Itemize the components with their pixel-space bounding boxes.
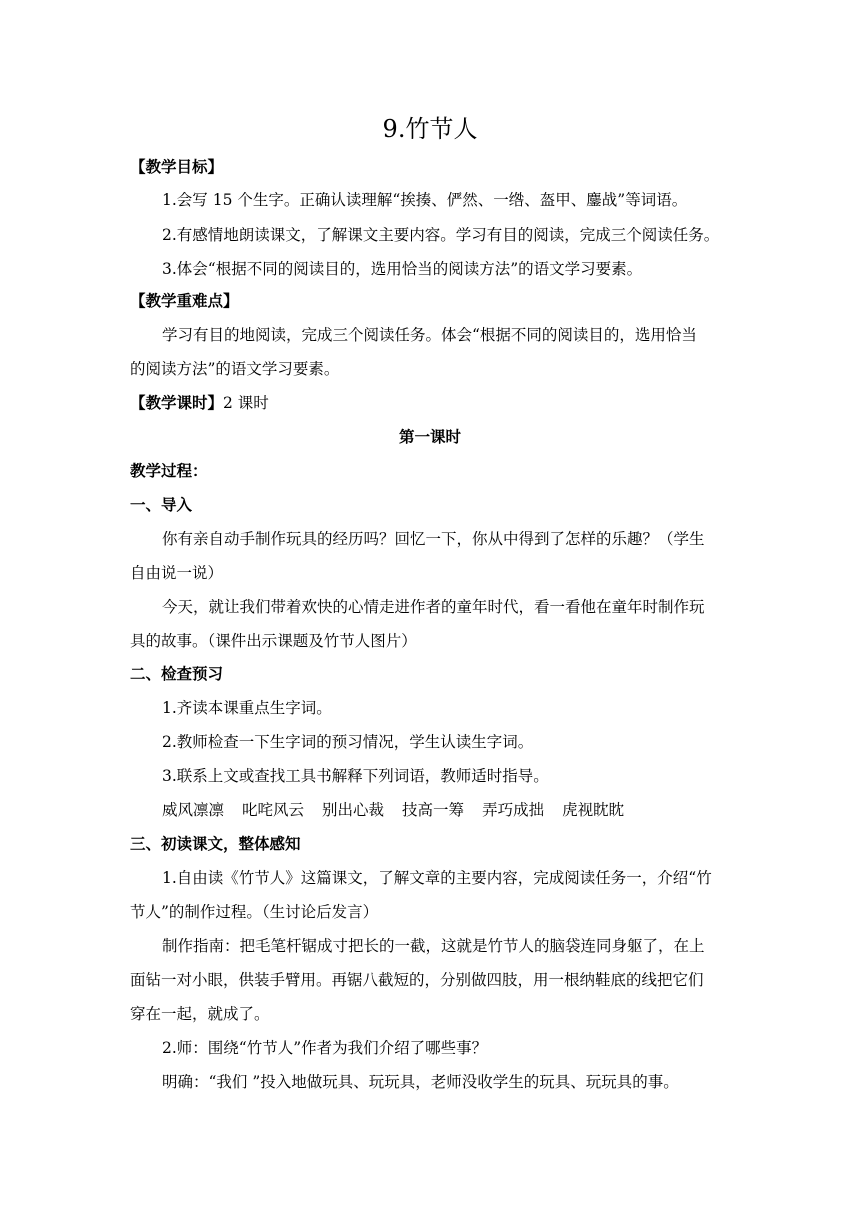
goal-item-1: 1.会写 15 个生字。正确认读理解“挨揍、俨然、一绺、盔甲、鏖战”等词语。: [162, 191, 688, 209]
goal-item-2: 2.有感情地朗读课文，了解课文主要内容。学习有目的阅读，完成三个阅读任务。: [162, 226, 720, 244]
key-points-line-2: 的阅读方法”的语文学习要素。: [130, 360, 340, 378]
reading-para-1-line-2: 节人”的制作过程。（生讨论后发言）: [130, 903, 379, 921]
goal-item-3: 3.体会“根据不同的阅读目的，选用恰当的阅读方法”的语文学习要素。: [162, 260, 643, 278]
vocab-word: 弄巧成拙: [482, 801, 545, 819]
key-points-heading: 【教学重难点】: [130, 292, 239, 310]
intro-para-1-line-2: 自由说一说）: [130, 564, 224, 582]
document-title: 9.竹节人: [382, 115, 478, 143]
preview-item-3: 3.联系上文或查找工具书解释下列词语，教师适时指导。: [162, 767, 549, 785]
vocab-word: 叱咤风云: [242, 801, 305, 819]
class-hours-value: 2 课时: [223, 394, 269, 412]
class-hours: [130, 392, 770, 414]
section-heading-intro: 一、导入: [130, 496, 193, 514]
reading-para-4: 明确：“我们 ”投入地做玩具、玩玩具，老师没收学生的玩具、玩玩具的事。: [162, 1073, 679, 1091]
preview-item-1: 1.齐读本课重点生字词。: [162, 699, 332, 717]
section-heading-preview: 二、检查预习: [130, 665, 224, 683]
class-hours-label: 【教学课时】: [130, 394, 224, 412]
vocab-word: 虎视眈眈: [562, 801, 625, 819]
vocab-word: 威风凛凛: [162, 801, 225, 819]
vocab-word: 别出心裁: [322, 801, 385, 819]
session-title: 第一课时: [398, 428, 461, 446]
preview-item-2: 2.教师检查一下生字词的预习情况，学生认读生字词。: [162, 733, 534, 751]
intro-para-1-line-1: 你有亲自动手制作玩具的经历吗？回忆一下，你从中得到了怎样的乐趣？（学生: [162, 530, 705, 548]
goals-heading: 【教学目标】: [130, 158, 224, 176]
vocab-word: 技高一筹: [402, 801, 465, 819]
intro-para-2-line-2: 具的故事。（课件出示课题及竹节人图片）: [130, 632, 417, 650]
process-heading: 教学过程：: [130, 462, 208, 480]
key-points-line-1: 学习有目的地阅读，完成三个阅读任务。体会“根据不同的阅读目的，选用恰当: [162, 326, 697, 344]
intro-para-2-line-1: 今天，就让我们带着欢快的心情走进作者的童年时代，看一看他在童年时制作玩: [162, 598, 705, 616]
vocab-list: [162, 799, 770, 821]
reading-para-2-line-3: 穿在一起，就成了。: [130, 1005, 270, 1023]
reading-para-3: 2.师：围绕“竹节人”作者为我们介绍了哪些事？: [162, 1039, 488, 1057]
reading-para-2-line-1: 制作指南：把毛笔杆锯成寸把长的一截，这就是竹节人的脑袋连同身躯了，在上: [162, 937, 705, 955]
reading-para-1-line-1: 1.自由读《竹节人》这篇课文，了解文章的主要内容，完成阅读任务一，介绍“竹: [162, 869, 712, 887]
reading-para-2-line-2: 面钻一对小眼，供装手臂用。再锯八截短的，分别做四肢，用一根纳鞋底的线把它们: [130, 971, 704, 989]
section-heading-reading: 三、初读课文，整体感知: [130, 835, 301, 853]
